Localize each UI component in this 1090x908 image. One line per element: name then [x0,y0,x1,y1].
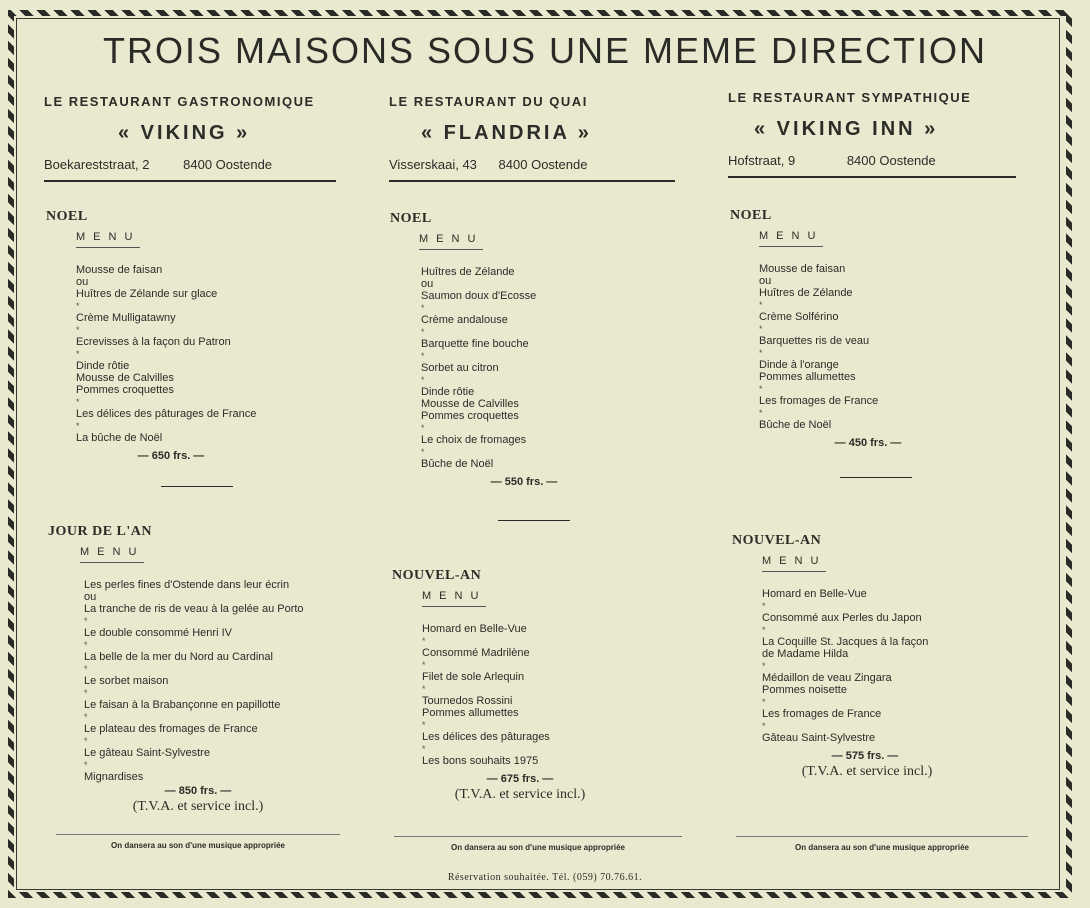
menu-item: Pommes noisette [762,684,847,696]
menu-item: Barquettes ris de veau [759,335,870,347]
course-separator: * [422,636,426,646]
menu-item: Mousse de Calvilles [421,398,519,410]
or-word: ou [76,276,89,288]
menu-item: Homard en Belle-Vue [422,623,527,635]
menu-items [759,263,1020,431]
house-name: « FLANDRIA » [421,122,592,144]
menu-item: de Madame Hilda [762,648,849,660]
menu-item: Bûche de Noël [421,458,494,470]
menu-label: MENU [80,546,144,563]
divider [44,180,336,182]
menu-item: Tournedos Rossini [422,695,513,707]
menu-item: Crème Mulligatawny [76,312,176,324]
house-viking [44,94,336,182]
menu-label: MENU [759,230,823,247]
menu-item: Pommes allumettes [422,707,519,719]
city: 8400 Oostende [498,157,588,172]
course-separator: * [76,301,80,311]
street: Boekareststraat, 2 [44,157,150,172]
menu-price: — 650 frs. — [137,450,205,462]
menu-item: Mousse de Calvilles [76,372,174,384]
course-separator: * [84,664,88,674]
course-separator: * [84,640,88,650]
menu-item: Le gâteau Saint-Sylvestre [84,747,210,759]
menu-item: Bûche de Noël [759,419,832,431]
menu-item: Le double consommé Henri IV [84,627,232,639]
house-address [389,157,675,172]
menu-item: Dinde à l'orange [759,359,839,371]
menu-item: Saumon doux d'Ecosse [421,290,537,302]
menu-item: Le faisan à la Brabançonne en papillotte [84,699,281,711]
menu-item: Mignardises [84,771,144,783]
menu-item: Crème andalouse [421,314,508,326]
course-separator: * [421,423,425,433]
course-separator: * [759,300,763,310]
menu-item: La Coquille St. Jacques à la façon [762,636,929,648]
menu-item: Pommes croquettes [421,410,519,422]
menu-label: MENU [419,233,483,250]
menu-label: MENU [762,555,826,572]
menu-viking-inn-nouvel-an [732,533,1022,780]
menu-item: Ecrevisses à la façon du Patron [76,336,231,348]
house-name: « VIKING » [118,122,251,144]
short-divider [161,486,233,487]
course-separator: * [421,351,425,361]
menu-items [76,264,336,444]
course-separator: * [422,684,426,694]
menu-item: Médaillon de veau Zingara [762,672,892,684]
course-separator: * [421,327,425,337]
course-separator: * [84,760,88,770]
course-separator: * [421,303,425,313]
menu-item: Les délices des pâturages de France [76,408,257,420]
menu-title: NOUVEL-AN [392,568,482,583]
house-type: LE RESTAURANT GASTRONOMIQUE [44,94,315,109]
menu-item: Les fromages de France [762,708,882,720]
course-separator: * [762,661,766,671]
dance-note: On dansera au son d'une musique appropriée [394,836,682,852]
house-viking-inn [728,90,1016,178]
menu-item: Crème Solférino [759,311,839,323]
menu-item: Le sorbet maison [84,675,169,687]
tax-note: (T.V.A. et service incl.) [132,799,264,814]
menu-items [84,579,348,783]
menu-item: Filet de sole Arlequin [422,671,525,683]
menu-item: Pommes allumettes [759,371,856,383]
menu-item: Gâteau Saint-Sylvestre [762,732,876,744]
tax-note: (T.V.A. et service incl.) [454,787,586,802]
divider [389,180,675,182]
course-separator: * [84,736,88,746]
menu-item: Huîtres de Zélande sur glace [76,288,218,300]
menu-item: Sorbet au citron [421,362,499,374]
course-separator: * [422,744,426,754]
or-word: ou [421,278,434,290]
course-separator: * [76,325,80,335]
course-separator: * [84,688,88,698]
or-word: ou [759,275,772,287]
course-separator: * [762,601,766,611]
menu-item: Mousse de faisan [759,263,846,275]
menu-item: Consommé aux Perles du Japon [762,612,922,624]
menu-title: NOUVEL-AN [732,533,822,548]
course-separator: * [76,421,80,431]
menu-item: La belle de la mer du Nord au Cardinal [84,651,273,663]
reservation-note: Réservation souhaitée. Tél. (059) 70.76.61. [447,872,643,883]
menu-price: — 850 frs. — [164,785,232,797]
course-separator: * [759,348,763,358]
menu-item: Huîtres de Zélande [421,266,515,278]
menu-item: Dinde rôtie [76,360,130,372]
menu-flandria-noel [390,211,680,521]
course-separator: * [759,324,763,334]
menu-flandria-nouvel-an [392,568,682,803]
menu-price: — 450 frs. — [834,437,902,449]
menu-price: — 550 frs. — [490,476,558,488]
menu-item: Pommes croquettes [76,384,174,396]
menu-viking-inn-noel [730,208,1020,478]
page-title: TROIS MAISONS SOUS UNE MEME DIRECTION [102,30,988,71]
menu-item: Les perles fines d'Ostende dans leur écrin [84,579,290,591]
menu-items [422,623,682,767]
or-word: ou [84,591,97,603]
course-separator: * [422,660,426,670]
menu-title: JOUR DE L'AN [48,524,153,539]
menu-label: MENU [76,231,140,248]
course-separator: * [421,375,425,385]
menu-price: — 675 frs. — [486,773,554,785]
menu-item: Dinde rôtie [421,386,475,398]
course-separator: * [84,616,88,626]
short-divider [498,520,570,521]
menu-item: Les délices des pâturages [422,731,550,743]
menu-viking-noel [46,209,336,487]
city: 8400 Oostende [183,157,273,172]
menu-item: Consommé Madrilène [422,647,530,659]
menu-item: La tranche de ris de veau à la gelée au Porto [84,603,304,615]
house-address [728,153,1016,168]
house-type: LE RESTAURANT DU QUAI [389,94,588,109]
dance-note: On dansera au son d'une musique appropriée [56,834,340,850]
menu-title: NOEL [730,208,772,223]
menu-item: Le choix de fromages [421,434,527,446]
menu-item: Barquette fine bouche [421,338,529,350]
house-flandria [389,94,675,182]
house-name: « VIKING INN » [754,118,939,140]
menu-item: Huîtres de Zélande [759,287,853,299]
menu-item: Mousse de faisan [76,264,163,276]
menu-item: La bûche de Noël [76,432,163,444]
menu-label: MENU [422,590,486,607]
course-separator: * [759,384,763,394]
tax-note: (T.V.A. et service incl.) [801,764,933,779]
menu-item: Les fromages de France [759,395,879,407]
menu-item: Homard en Belle-Vue [762,588,867,600]
menu-title: NOEL [46,209,88,224]
menu-item: Le plateau des fromages de France [84,723,258,735]
menu-items [762,588,1022,744]
menu-price: — 575 frs. — [831,750,899,762]
course-separator: * [762,625,766,635]
city: 8400 Oostende [846,153,936,168]
course-separator: * [84,712,88,722]
menu-title: NOEL [390,211,432,226]
house-type: LE RESTAURANT SYMPATHIQUE [728,90,972,105]
menu-item: Les bons souhaits 1975 [422,755,539,767]
course-separator: * [76,349,80,359]
house-address [44,157,336,172]
dance-note: On dansera au son d'une musique appropriée [736,836,1028,852]
divider [728,176,1016,178]
course-separator: * [76,397,80,407]
street: Visserskaai, 43 [389,157,477,172]
menu-viking-jour-de-lan [48,524,348,815]
course-separator: * [759,408,763,418]
street: Hofstraat, 9 [728,153,796,168]
course-separator: * [762,697,766,707]
course-separator: * [422,720,426,730]
course-separator: * [421,447,425,457]
course-separator: * [762,721,766,731]
menu-items [421,266,680,470]
short-divider [840,477,912,478]
